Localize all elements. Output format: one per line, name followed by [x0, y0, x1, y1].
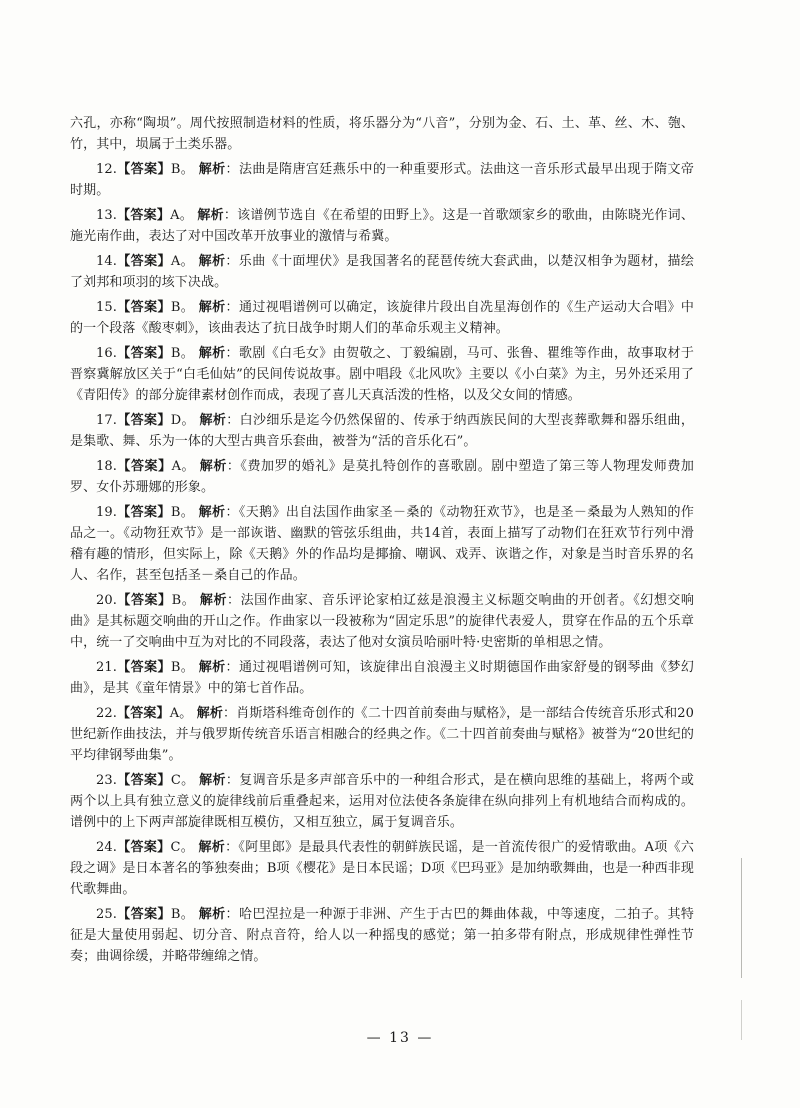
answer-choice: D。 [170, 413, 195, 428]
answer-choice: B。 [170, 346, 195, 361]
answer-choice: C。 [170, 840, 195, 855]
explanation-text: 乐曲《十面埋伏》是我国著名的琵琶传统大套武曲，以楚汉相争为题材，描绘了刘邦和项羽的垓下决战。 [70, 254, 694, 290]
answer-item: 25.【答案】B。 解析：哈巴涅拉是一种源于非洲、产生于古巴的舞曲体裁，中等速度，二拍子。其特征是大量使用弱起、切分音、附点音符，给人以一种摇曳的感觉；第一拍多带有附点，形成规律性弹性节奏；曲调徐缓，并略带缠绵之情。 [70, 907, 695, 964]
answer-label: 【答案】 [116, 840, 171, 855]
answer-item: 14.【答案】A。 解析：乐曲《十面埋伏》是我国著名的琵琶传统大套武曲，以楚汉相争为题材，描绘了刘邦和项羽的垓下决战。 [70, 254, 694, 290]
explanation-text: 《阿里郎》是最具代表性的朝鲜族民谣，是一首流传很广的爱情歌曲。A项《六段之调》是日本著名的筝独奏曲；B项《樱花》是日本民谣；D项《巴玛亚》是加纳歌舞曲，也是一种西非现代歌舞曲。 [70, 840, 694, 897]
answer-item: 21.【答案】B。 解析：通过视唱谱例可知，该旋律出自浪漫主义时期德国作曲家舒曼的钢琴曲《梦幻曲》，是其《童年情景》中的第七首作品。 [70, 660, 695, 696]
explanation-text: 肖斯塔科维奇创作的《二十四首前奏曲与赋格》，是一部结合传统音乐形式和20世纪新作曲技法，并与俄罗斯传统音乐语言相融合的经典之作。《二十四首前奏曲与赋格》被誉为“20世纪的平均律钢琴曲集”。 [70, 706, 694, 763]
item-number: 14. [96, 254, 117, 269]
explanation-text: 通过视唱谱例可以确定，该旋律片段出自冼星海创作的《生产运动大合唱》中的一个段落《酸枣刺》，该曲表达了抗日战争时期人们的革命乐观主义精神。 [70, 300, 695, 336]
answer-label: 【答案】 [116, 660, 171, 675]
explanation-text: 法曲是隋唐宫廷燕乐中的一种重要形式。法曲这一音乐形式最早出现于隋文帝时期。 [70, 162, 695, 198]
answer-choice: A。 [171, 459, 196, 474]
item-number: 16. [96, 346, 117, 361]
explanation-text: 《天鹅》出自法国作曲家圣－桑的《动物狂欢节》，也是圣－桑最为人熟知的作品之一。《动物狂欢节》是一部诙谐、幽默的管弦乐组曲，共14首，表面上描写了动物们在狂欢节行列中滑稽有趣的情形，但实际上，除《天鹅》外的作品均是揶揄、嘲讽、戏弄、诙谐之作，对象是当时音乐界的名人、名作，甚至包括圣－桑自己的作品。 [70, 505, 695, 583]
item-number: 20. [96, 593, 117, 608]
answer-choice: B。 [170, 660, 195, 675]
item-number: 13. [96, 208, 117, 223]
item-number: 25. [96, 907, 117, 922]
answer-list [70, 159, 694, 967]
item-number: 12. [96, 162, 117, 177]
item-number: 23. [96, 773, 117, 788]
page-number: — 13 — [366, 1030, 434, 1046]
answer-choice: A。 [170, 254, 195, 269]
item-number: 22. [96, 706, 117, 721]
answer-choice: A。 [170, 208, 193, 223]
answer-item: 13.【答案】A。 解析：该谱例节选自《在希望的田野上》。这是一首歌颂家乡的歌曲，由陈晓光作词、施光南作曲，表达了对中国改革开放事业的激情与希冀。 [70, 208, 695, 244]
explanation-label: 解析 [198, 254, 226, 269]
answer-label: 【答案】 [116, 907, 171, 922]
scan-edge-mark [741, 858, 742, 978]
answer-choice: B。 [170, 907, 195, 922]
answer-choice: B。 [170, 505, 195, 520]
explanation-label: 解析 [198, 300, 226, 315]
explanation-label: 解析 [198, 660, 226, 675]
answer-label: 【答案】 [116, 162, 171, 177]
explanation-text: 白沙细乐是迄今仍然保留的、传承于纳西族民间的大型丧葬歌舞和器乐组曲，是集歌、舞、乐为一体的大型古典音乐套曲，被誉为“活的音乐化石”。 [70, 413, 695, 449]
item-number: 24. [96, 840, 117, 855]
explanation-text: 歌剧《白毛女》由贺敬之、丁毅编剧，马可、张鲁、瞿维等作曲，故事取材于晋察冀解放区关于“白毛仙姑”的民间传说故事。剧中唱段《北风吹》主要以《小白菜》为主，另外还采用了《青阳传》的部分旋律素材创作而成，表现了喜儿天真活泼的性格，以及父女间的情感。 [70, 346, 695, 403]
explanation-label: 解析 [199, 593, 228, 608]
answer-label: 【答案】 [116, 300, 171, 315]
answer-label: 【答案】 [116, 773, 171, 788]
answer-item: 19.【答案】B。 解析：《天鹅》出自法国作曲家圣－桑的《动物狂欢节》，也是圣－桑最为人熟知的作品之一。《动物狂欢节》是一部诙谐、幽默的管弦乐组曲，共14首，表面上描写了动物们在狂欢节行列中滑稽有趣的情形，但实际上，除《天鹅》外的作品均是揶揄、嘲讽、戏弄、诙谐之作，对象是当时音乐界的名人、名作，甚至包括圣－桑自己的作品。 [70, 505, 695, 583]
intro-paragraph: 六孔，亦称“陶埙”。周代按照制造材料的性质，将乐器分为“八音”，分别为金、石、土、革、丝、木、匏、竹，其中，埙属于土类乐器。 [70, 116, 694, 152]
answer-item: 24.【答案】C。 解析：《阿里郎》是最具代表性的朝鲜族民谣，是一首流传很广的爱情歌曲。A项《六段之调》是日本著名的筝独奏曲；B项《樱花》是日本民谣；D项《巴玛亚》是加纳歌舞曲，也是一种西非现代歌舞曲。 [70, 840, 694, 897]
explanation-text: 复调音乐是多声部音乐中的一种组合形式，是在横向思维的基础上，将两个或两个以上具有独立意义的旋律线前后重叠起来，运用对位法使各条旋律在纵向排列上有机地结合而构成的。谱例中的上下两声部旋律既相互模仿，又相互独立，属于复调音乐。 [70, 773, 695, 830]
answer-label: 【答案】 [116, 346, 171, 361]
answer-item: 22.【答案】A。 解析：肖斯塔科维奇创作的《二十四首前奏曲与赋格》，是一部结合传统音乐形式和20世纪新作曲技法，并与俄罗斯传统音乐语言相融合的经典之作。《二十四首前奏曲与赋格》被誉为“20世纪的平均律钢琴曲集”。 [70, 706, 694, 763]
answer-label: 【答案】 [116, 593, 172, 608]
item-number: 18. [96, 459, 117, 474]
answer-label: 【答案】 [116, 459, 172, 474]
answer-label: 【答案】 [116, 413, 171, 428]
answer-label: 【答案】 [116, 706, 170, 721]
explanation-label: 解析 [198, 840, 226, 855]
explanation-label: 解析 [199, 413, 227, 428]
answer-item: 23.【答案】C。 解析：复调音乐是多声部音乐中的一种组合形式，是在横向思维的基础上，将两个或两个以上具有独立意义的旋律线前后重叠起来，运用对位法使各条旋律在纵向排列上有机地结合而构成的。谱例中的上下两声部旋律既相互模仿，又相互独立，属于复调音乐。 [70, 773, 695, 830]
answer-item: 15.【答案】B。 解析：通过视唱谱例可以确定，该旋律片段出自冼星海创作的《生产运动大合唱》中的一个段落《酸枣刺》，该曲表达了抗日战争时期人们的革命乐观主义精神。 [70, 300, 695, 336]
answer-item: 16.【答案】B。 解析：歌剧《白毛女》由贺敬之、丁毅编剧，马可、张鲁、瞿维等作曲，故事取材于晋察冀解放区关于“白毛仙姑”的民间传说故事。剧中唱段《北风吹》主要以《小白菜》为主，另外还采用了《青阳传》的部分旋律素材创作而成，表现了喜儿天真活泼的性格，以及父女间的情感。 [70, 346, 695, 403]
answer-choice: C。 [170, 773, 195, 788]
explanation-label: 解析 [196, 706, 224, 721]
explanation-label: 解析 [198, 907, 226, 922]
item-number: 21. [96, 660, 117, 675]
answer-label: 【答案】 [116, 254, 171, 269]
explanation-label: 解析 [197, 208, 224, 223]
explanation-label: 解析 [198, 505, 226, 520]
explanation-label: 解析 [199, 459, 227, 474]
explanation-label: 解析 [198, 346, 226, 361]
answer-label: 【答案】 [116, 505, 171, 520]
answer-item: 20.【答案】B。 解析：法国作曲家、音乐评论家柏辽兹是浪漫主义标题交响曲的开创者。《幻想交响曲》是其标题交响曲的开山之作。作曲家以一段被称为“固定乐思”的旋律代表爱人，贯穿在作品的五个乐章中，统一了交响曲中互为对比的不同段落，表达了他对女演员哈丽叶特·史密斯的单相思之情。 [70, 593, 695, 650]
explanation-label: 解析 [198, 162, 226, 177]
answer-item: 17.【答案】D。 解析：白沙细乐是迄今仍然保留的、传承于纳西族民间的大型丧葬歌舞和器乐组曲，是集歌、舞、乐为一体的大型古典音乐套曲，被誉为“活的音乐化石”。 [70, 413, 695, 449]
answer-choice: B。 [171, 593, 196, 608]
explanation-text: 通过视唱谱例可知，该旋律出自浪漫主义时期德国作曲家舒曼的钢琴曲《梦幻曲》，是其《童年情景》中的第七首作品。 [70, 660, 695, 696]
item-number: 19. [96, 505, 117, 520]
explanation-text: 哈巴涅拉是一种源于非洲、产生于古巴的舞曲体裁，中等速度，二拍子。其特征是大量使用弱起、切分音、附点音符，给人以一种摇曳的感觉；第一拍多带有附点，形成规律性弹性节奏；曲调徐缓，并略带缠绵之情。 [70, 907, 695, 964]
item-number: 15. [96, 300, 117, 315]
answer-item: 12.【答案】B。 解析：法曲是隋唐宫廷燕乐中的一种重要形式。法曲这一音乐形式最早出现于隋文帝时期。 [70, 162, 695, 198]
explanation-label: 解析 [199, 773, 226, 788]
answer-content [70, 113, 694, 971]
explanation-text: 法国作曲家、音乐评论家柏辽兹是浪漫主义标题交响曲的开创者。《幻想交响曲》是其标题交响曲的开山之作。作曲家以一段被称为“固定乐思”的旋律代表爱人，贯穿在作品的五个乐章中，统一了交响曲中互为对比的不同段落，表达了他对女演员哈丽叶特·史密斯的单相思之情。 [70, 593, 695, 650]
answer-label: 【答案】 [116, 208, 171, 223]
answer-choice: A。 [169, 706, 193, 721]
explanation-text: 该谱例节选自《在希望的田野上》。这是一首歌颂家乡的歌曲，由陈晓光作词、施光南作曲，表达了对中国改革开放事业的激情与希冀。 [70, 208, 695, 244]
explanation-text: 《费加罗的婚礼》是莫扎特创作的喜歌剧。剧中塑造了第三等人物理发师费加罗、女仆苏珊娜的形象。 [70, 459, 694, 495]
answer-item: 18.【答案】A。 解析：《费加罗的婚礼》是莫扎特创作的喜歌剧。剧中塑造了第三等人物理发师费加罗、女仆苏珊娜的形象。 [70, 459, 694, 495]
item-number: 17. [96, 413, 117, 428]
answer-choice: B。 [170, 300, 195, 315]
answer-choice: B。 [170, 162, 195, 177]
